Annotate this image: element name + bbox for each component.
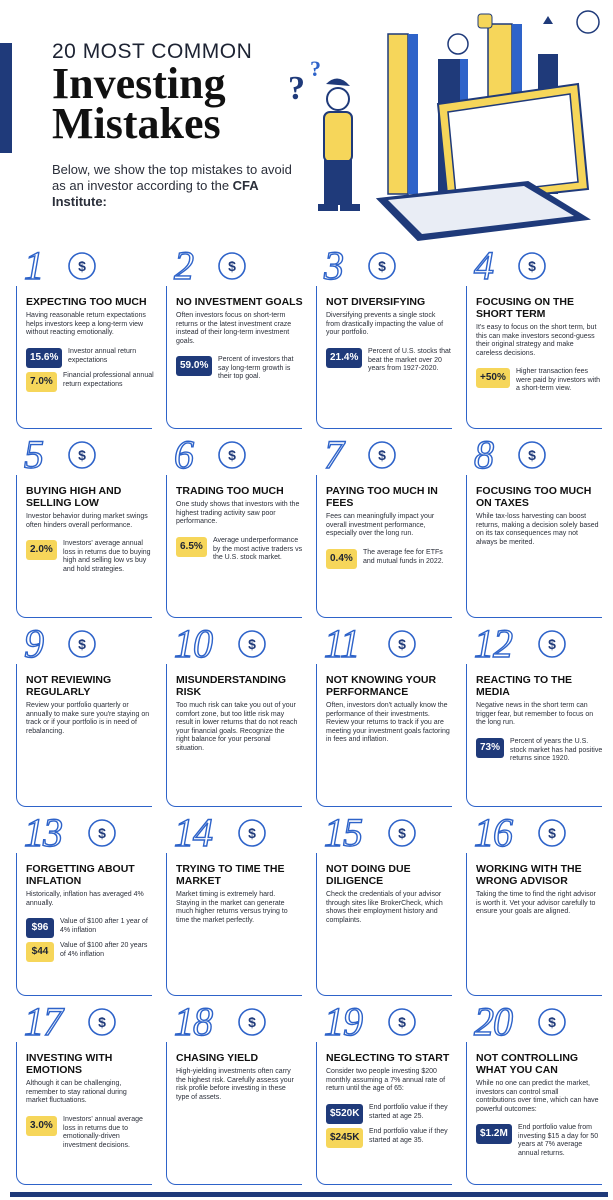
mistake-title: NOT DOING DUE DILIGENCE: [326, 863, 411, 887]
target-icon: [214, 248, 250, 284]
mistake-card: [160, 433, 308, 622]
svg-text:$: $: [78, 258, 86, 274]
mistake-number: 7: [324, 432, 343, 477]
mistake-description: Having reasonable return expectations helps investors keep a long-term view without reacting emotionally.: [26, 312, 146, 337]
mistake-number: 4: [474, 243, 493, 288]
portfolio-review-icon: [64, 626, 100, 662]
svg-text:$: $: [248, 1014, 256, 1030]
mistake-card: [460, 811, 608, 1000]
mistake-description: Review your portfolio quarterly or annually to make sure you're staying on track or if your portfolio is in need of rebalancing.: [26, 702, 150, 735]
stat-text: Value of $100 after 1 year of 4% inflation: [60, 918, 148, 934]
stat-text: Percent of investors that say long-term growth is their top goal.: [218, 356, 294, 381]
mistake-card: [310, 1000, 458, 1189]
mistake-card: [310, 811, 458, 1000]
stat-value-badge: 0.4%: [326, 549, 357, 569]
mistake-card: [310, 433, 458, 622]
mistake-card: [160, 622, 308, 811]
intro-plain: Below, we show the top mistakes to avoid as an investor according to the: [52, 162, 292, 193]
mistake-number: 14: [174, 810, 212, 855]
banknote-icon: [364, 437, 400, 473]
mistake-card: [160, 244, 308, 433]
stat-value-badge: $520K: [326, 1104, 363, 1124]
mistake-card: [10, 433, 158, 622]
bottom-bar: [10, 1192, 608, 1197]
mistake-description: Investor behavior during market swings often hinders overall performance.: [26, 513, 148, 529]
mistake-description: High-yielding investments often carry the highest risk. Carefully assess your risk profile before investing in these type of assets.: [176, 1068, 294, 1101]
mistake-card: [160, 1000, 308, 1189]
coin-icon: [478, 14, 492, 28]
clock-dollar-icon: [234, 815, 270, 851]
start-flag-icon: [384, 1004, 420, 1040]
mistake-number: 9: [24, 621, 43, 666]
stat-text: Average underperformance by the most active traders vs the U.S. stock market.: [213, 537, 303, 562]
mistake-number: 19: [324, 999, 362, 1044]
stat-value-badge: 73%: [476, 738, 504, 758]
mistake-number: 20: [474, 999, 512, 1044]
stat-text: Value of $100 after 20 years of 4% inflation: [60, 942, 148, 958]
stat-text: End portfolio value if they started at age 35.: [369, 1128, 448, 1144]
stat-value-badge: +50%: [476, 368, 510, 388]
question-mark-small-icon: ?: [310, 56, 321, 81]
stat-row: [326, 348, 454, 373]
mistake-description: Negative news in the short term can trigger fear, but remember to focus on the long run.: [476, 702, 594, 727]
mistake-number: 10: [174, 621, 212, 666]
mistake-description: Diversifying prevents a single stock from drastically impacting the value of your portfolio.: [326, 312, 444, 337]
svg-text:$: $: [98, 825, 106, 841]
stat-value-badge: 6.5%: [176, 537, 207, 557]
stat-text: Percent of U.S. stocks that beat the market over 20 years from 1927-2020.: [368, 348, 451, 373]
mistake-title: CHASING YIELD: [176, 1052, 259, 1064]
svg-text:$: $: [378, 258, 386, 274]
hands-coin-icon: [64, 248, 100, 284]
mistake-description: One study shows that investors with the highest trading activity saw poor performance.: [176, 501, 300, 526]
magnifier-chart-icon: [384, 815, 420, 851]
stat-text: End portfolio value if they started at age 25.: [369, 1104, 448, 1120]
mistake-title: TRYING TO TIME THE MARKET: [176, 863, 285, 887]
stat-value-badge: 7.0%: [26, 372, 57, 392]
mistake-description: Fees can meaningfully impact your overall investment performance, especially over the long run.: [326, 513, 435, 538]
stat-row: [26, 1116, 154, 1149]
mistake-description: Taking the time to find the right advisor is worth it. Vet your advisor carefully to ensure your goals are aligned.: [476, 891, 596, 916]
svg-text:$: $: [378, 447, 386, 463]
stat-row: [26, 918, 154, 940]
mistake-card: [310, 244, 458, 433]
hand-coin-icon: [234, 1004, 270, 1040]
stat-row: [326, 1128, 454, 1150]
stat-value-badge: 21.4%: [326, 348, 362, 368]
stat-row: [176, 537, 304, 562]
mistakes-grid: [10, 244, 608, 1189]
stat-row: [476, 1124, 604, 1157]
header-line1: 20 MOST COMMON: [52, 40, 253, 63]
mistake-description: Check the credentials of your advisor through sites like BrokerCheck, which shows their employment history and complaints.: [326, 891, 443, 924]
stat-value-badge: 15.6%: [26, 348, 62, 368]
accent-bar: [0, 43, 12, 153]
mistake-number: 17: [24, 999, 62, 1044]
mistake-description: It's easy to focus on the short term, but this can make investors second-guess their original strategy and make careless decisions.: [476, 324, 597, 357]
mistake-title: FORGETTING ABOUT INFLATION: [26, 863, 135, 887]
mistake-number: 13: [24, 810, 62, 855]
mistake-title: FOCUSING TOO MUCH ON TAXES: [476, 485, 592, 509]
stat-value-badge: 59.0%: [176, 356, 212, 376]
stat-text: The average fee for ETFs and mutual funds in 2022.: [363, 549, 444, 565]
stat-row: [326, 549, 454, 571]
pie-chart-icon: [364, 248, 400, 284]
dollar-bubble-icon: [577, 11, 599, 33]
intro-text: [52, 162, 302, 210]
stat-text: Investors' average annual loss in returns due to buying high and selling low vs buy and hold strategies.: [63, 540, 151, 573]
mistake-number: 12: [474, 621, 512, 666]
header-line3: Mistakes: [52, 99, 221, 148]
mistake-number: 11: [324, 621, 360, 666]
svg-text:$: $: [548, 1014, 556, 1030]
stat-value-badge: 2.0%: [26, 540, 57, 560]
stat-value-badge: $1.2M: [476, 1124, 512, 1144]
mistake-title: REACTING TO THE MEDIA: [476, 674, 573, 698]
mistake-number: 15: [324, 810, 362, 855]
stat-value-badge: 3.0%: [26, 1116, 57, 1136]
svg-text:$: $: [548, 825, 556, 841]
header-line2: Investing: [52, 59, 226, 108]
mistake-description: Often investors focus on short-term returns or the latest investment craze instead of their long-term investment goals.: [176, 312, 292, 345]
mistake-number: 6: [174, 432, 193, 477]
mistake-title: NEGLECTING TO START: [326, 1052, 450, 1064]
stat-row: [26, 942, 154, 964]
svg-text:$: $: [248, 636, 256, 652]
phone-dollar-icon: [534, 626, 570, 662]
mistake-card: [10, 1000, 158, 1189]
svg-text:$: $: [528, 258, 536, 274]
svg-text:$: $: [548, 636, 556, 652]
mistake-title: PAYING TOO MUCH IN FEES: [326, 485, 438, 509]
stat-text: Investors' annual average loss in returns due to emotionally-driven investment decisions.: [63, 1116, 143, 1149]
stat-text: Financial professional annual return expectations: [63, 372, 154, 388]
mistake-card: [460, 244, 608, 433]
stat-row: [26, 540, 154, 573]
mistake-card: [10, 622, 158, 811]
mistake-description: Too much risk can take you out of your comfort zone, but too little risk may result in lower returns that do not reach your financial goals. Recognize the right balance for your personal situation.: [176, 702, 298, 752]
mistake-number: 18: [174, 999, 212, 1044]
mistake-description: While tax-loss harvesting can boost returns, making a decision solely based on its tax consequences may not always be merited.: [476, 513, 599, 546]
mistake-title: MISUNDERSTANDING RISK: [176, 674, 287, 698]
stat-value-badge: $245K: [326, 1128, 363, 1148]
mistake-number: 8: [474, 432, 493, 477]
svg-text:$: $: [78, 636, 86, 652]
stat-row: [26, 348, 154, 370]
mistake-card: [310, 622, 458, 811]
svg-text:$: $: [228, 258, 236, 274]
mistake-title: NO INVESTMENT GOALS: [176, 296, 303, 308]
stat-row: [476, 738, 604, 763]
mistake-number: 3: [324, 243, 343, 288]
mistake-number: 2: [174, 243, 193, 288]
scale-icon: [234, 626, 270, 662]
running-icon: [514, 248, 550, 284]
stat-text: Higher transaction fees were paid by investors with a short-term view.: [516, 368, 601, 393]
svg-text:$: $: [228, 447, 236, 463]
stat-row: [26, 372, 154, 394]
head-dollar-icon: [84, 1004, 120, 1040]
dollar-cycle-icon: [214, 437, 250, 473]
intro-source: CFA Institute:: [52, 178, 259, 209]
stat-text: Percent of years the U.S. stock market has had positive returns since 1920.: [510, 738, 603, 763]
money-stack-icon: [534, 1004, 570, 1040]
svg-text:$: $: [78, 447, 86, 463]
mistake-title: EXPECTING TOO MUCH: [26, 296, 147, 308]
stat-row: [326, 1104, 454, 1126]
bars-down-icon: [64, 437, 100, 473]
header: [52, 40, 302, 148]
mistake-description: Market timing is extremely hard. Staying in the market can generate much higher returns versus trying to time the market perfectly.: [176, 891, 288, 924]
svg-text:$: $: [398, 636, 406, 652]
mistake-description: Although it can be challenging, remember to stay rational during market fluctuations.: [26, 1080, 127, 1105]
mistake-card: [460, 622, 608, 811]
svg-text:$: $: [98, 1014, 106, 1030]
stat-row: [476, 368, 604, 393]
mistake-card: [460, 433, 608, 622]
svg-text:$: $: [398, 825, 406, 841]
mistake-card: [460, 1000, 608, 1189]
percent-hand-icon: [84, 815, 120, 851]
mistake-title: FOCUSING ON THE SHORT TERM: [476, 296, 575, 320]
mistake-card: [160, 811, 308, 1000]
mistake-title: NOT CONTROLLING WHAT YOU CAN: [476, 1052, 579, 1076]
svg-text:$: $: [248, 825, 256, 841]
mistake-description: Often, investors don't actually know the performance of their investments. Review your returns to track if you are meeting your investment goals factoring in fees and inflation.: [326, 702, 450, 744]
stat-text: End portfolio value from investing $15 a day for 50 years at 7% average annual returns.: [518, 1124, 599, 1157]
bar-chart-up-icon: [384, 626, 420, 662]
heart-bubble-icon: [448, 34, 468, 54]
svg-text:$: $: [528, 447, 536, 463]
mistake-title: BUYING HIGH AND SELLING LOW: [26, 485, 122, 509]
stat-row: [176, 356, 304, 381]
stat-value-badge: $44: [26, 942, 54, 962]
hero-illustration: [288, 4, 608, 248]
mistake-number: 5: [24, 432, 43, 477]
question-mark-icon: ?: [288, 70, 305, 107]
stat-text: Investor annual return expectations: [68, 348, 137, 364]
mistake-title: TRADING TOO MUCH: [176, 485, 284, 497]
mistake-card: [10, 811, 158, 1000]
mistake-title: NOT REVIEWING REGULARLY: [26, 674, 112, 698]
mistake-number: 16: [474, 810, 512, 855]
mistake-title: WORKING WITH THE WRONG ADVISOR: [476, 863, 582, 887]
heart-icon: [543, 16, 553, 24]
stat-value-badge: $96: [26, 918, 54, 938]
advisor-icon: [534, 815, 570, 851]
tax-calculator-icon: [514, 437, 550, 473]
person-icon: [318, 78, 360, 211]
mistake-title: NOT KNOWING YOUR PERFORMANCE: [326, 674, 437, 698]
mistake-number: 1: [24, 243, 43, 288]
svg-text:$: $: [398, 1014, 406, 1030]
mistake-title: NOT DIVERSIFYING: [326, 296, 426, 308]
mistake-title: INVESTING WITH EMOTIONS: [26, 1052, 113, 1076]
mistake-description: While no one can predict the market, investors can control small contributions over time, which can have powerful outcomes:: [476, 1080, 599, 1113]
mistake-description: Consider two people investing $200 monthly assuming a 7% annual rate of return until the age of 65:: [326, 1068, 446, 1093]
mistake-card: [10, 244, 158, 433]
mistake-description: Historically, inflation has averaged 4% annually.: [26, 891, 144, 907]
